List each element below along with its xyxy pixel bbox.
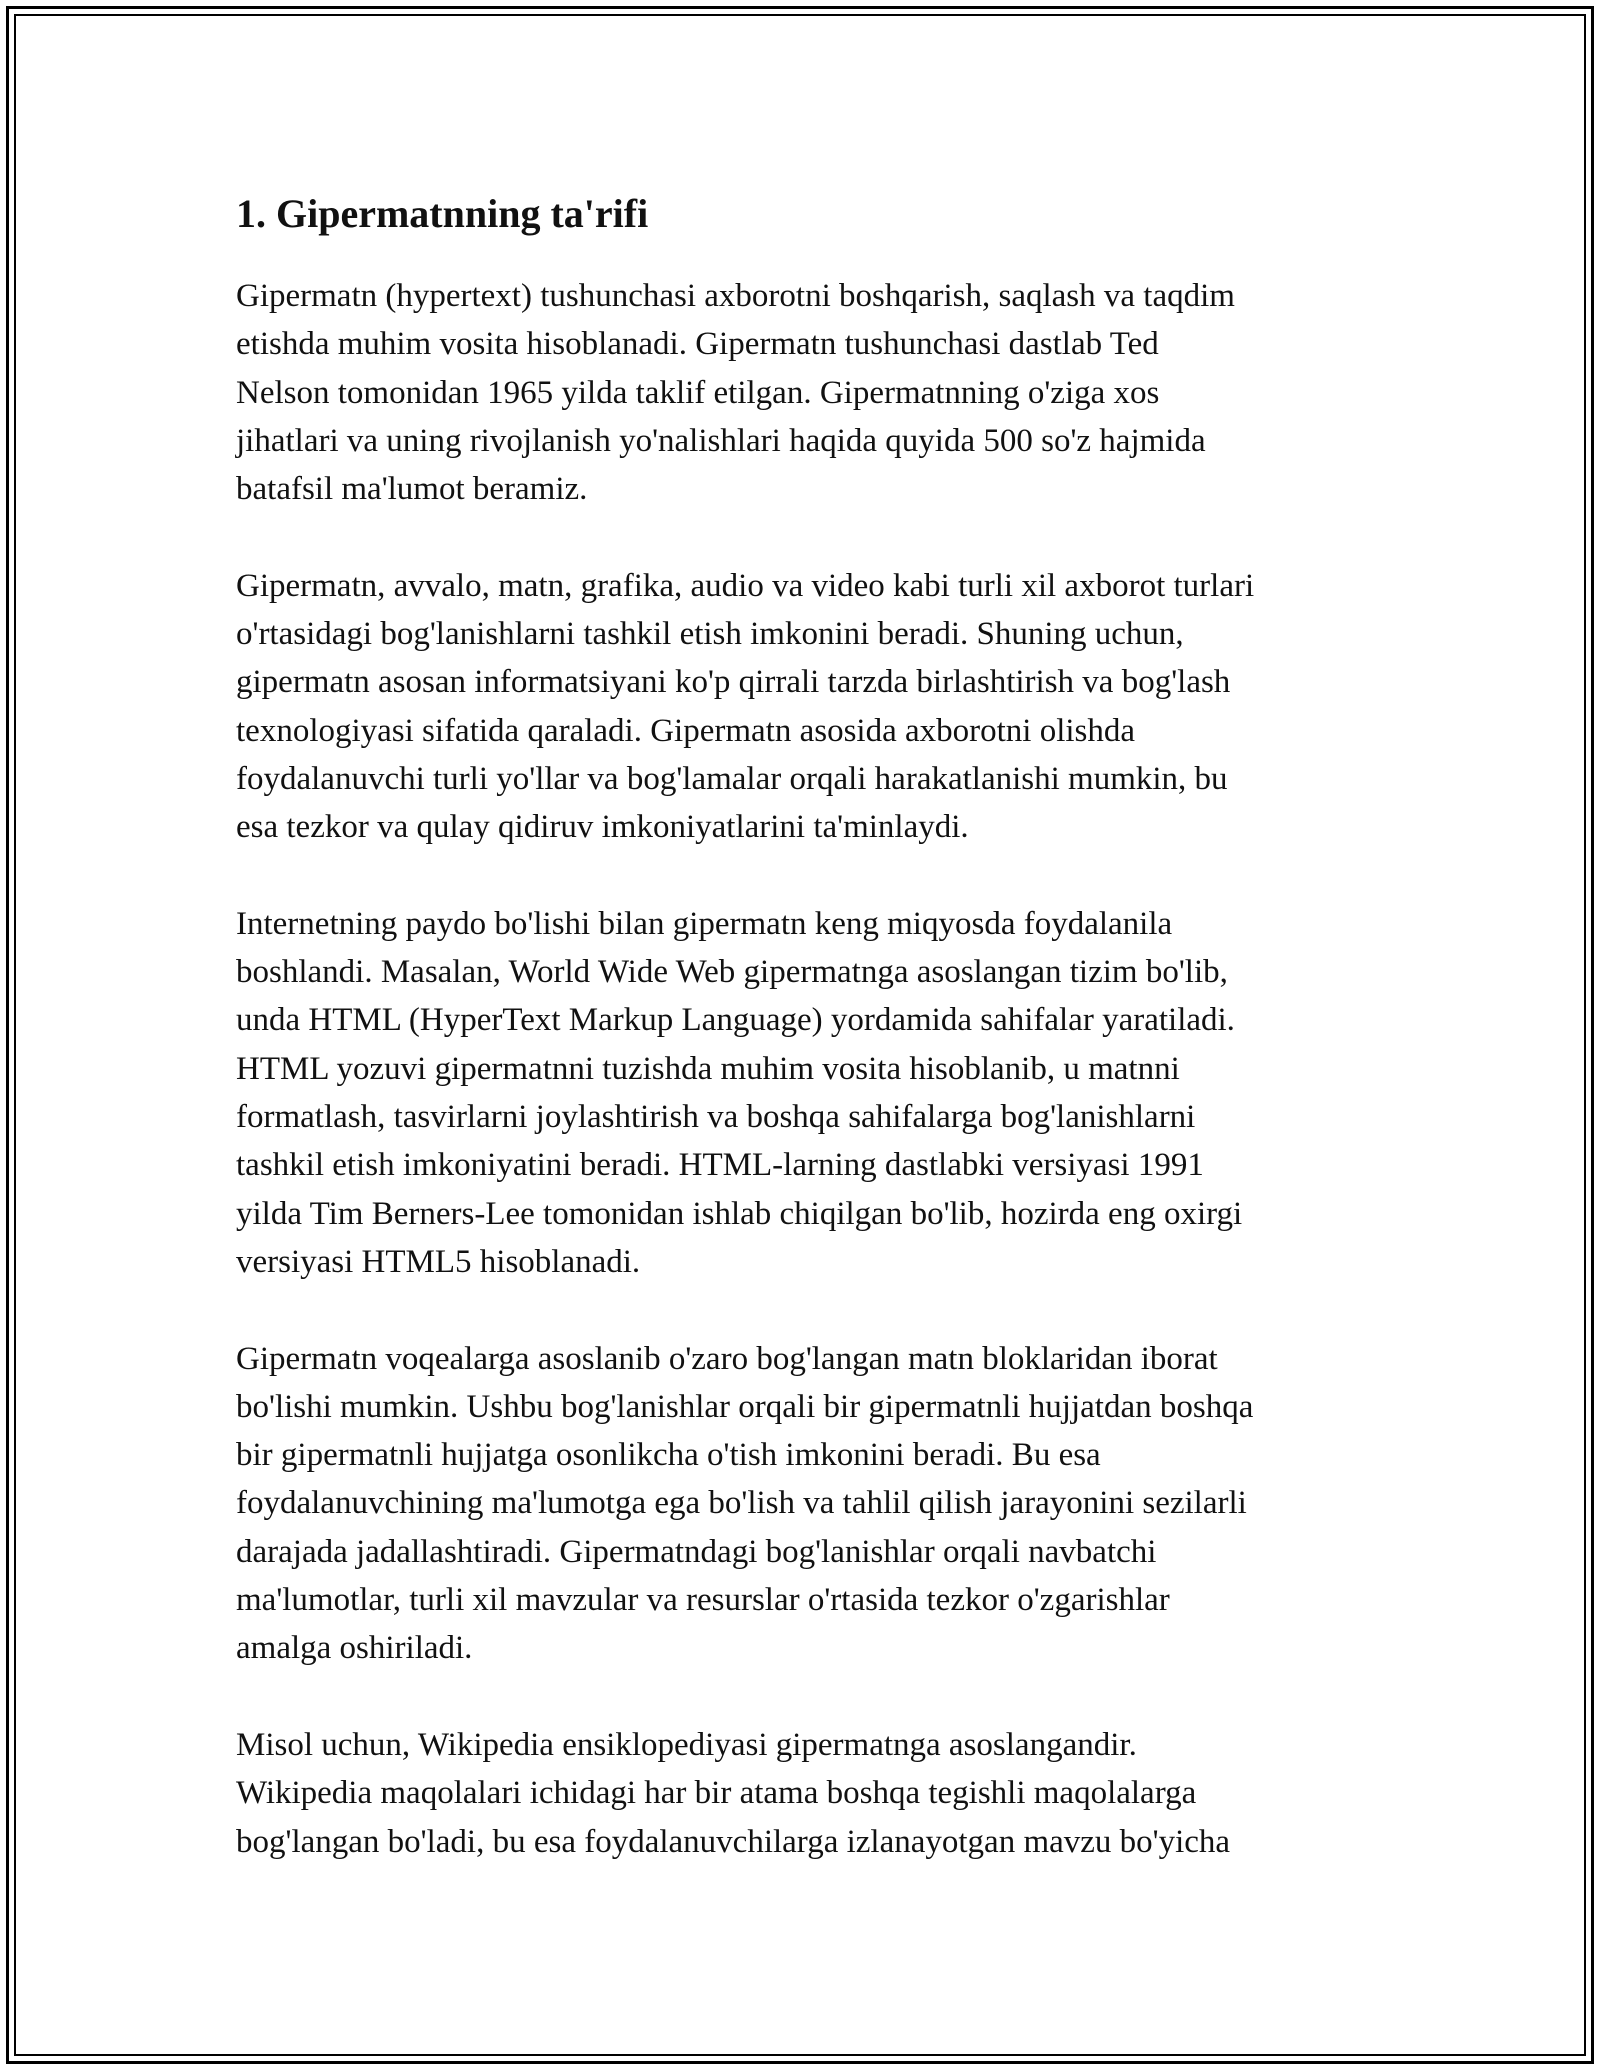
- text-line: Gipermatn, avvalo, matn, grafika, audio va video kabi turli xil axborot turlari: [236, 567, 1255, 604]
- text-line: Wikipedia maqolalari ichidagi har bir atama boshqa tegishli maqolalarga: [236, 1775, 1197, 1812]
- text-line: batafsil ma'lumot beramiz.: [236, 471, 588, 508]
- text-line: bir gipermatnli hujjatga osonlikcha o'tish imkonini beradi. Bu esa: [236, 1437, 1101, 1474]
- text-line: formatlash, tasvirlarni joylashtirish va boshqa sahifalarga bog'lanishlarni: [236, 1099, 1196, 1136]
- text-line: jihatlari va uning rivojlanish yo'nalishlari haqida quyida 500 so'z hajmida: [236, 422, 1206, 459]
- text-line: Misol uchun, Wikipedia ensiklopediyasi gipermatnga asoslangandir.: [236, 1726, 1137, 1763]
- text-line: Gipermatn (hypertext) tushunchasi axborotni boshqarish, saqlash va taqdim: [236, 278, 1235, 314]
- paragraph-5: [236, 1721, 1376, 1866]
- text-line: texnologiyasi sifatida qaraladi. Gipermatn asosida axborotni olishda: [236, 712, 1136, 749]
- text-line: gipermatn asosan informatsiyani ko'p qirrali tarzda birlashtirish va bog'lash: [236, 664, 1231, 701]
- text-line: bog'langan bo'ladi, bu esa foydalanuvchilarga izlanayotgan mavzu bo'yicha: [236, 1823, 1231, 1860]
- paragraph-4: [236, 1335, 1376, 1673]
- text-line: versiyasi HTML5 hisoblanadi.: [236, 1243, 641, 1280]
- text-line: foydalanuvchining ma'lumotga ega bo'lish va tahlil qilish jarayonini sezilarli: [236, 1485, 1247, 1522]
- text-line: o'rtasidagi bog'lanishlarni tashkil etish imkonini beradi. Shuning uchun,: [236, 616, 1184, 653]
- text-line: foydalanuvchi turli yo'llar va bog'lamalar orqali harakatlanishi mumkin, bu: [236, 760, 1228, 797]
- paragraph-2: [236, 562, 1376, 852]
- paragraph-3: [236, 900, 1376, 1286]
- text-line: HTML yozuvi gipermatnni tuzishda muhim vosita hisoblanib, u matnni: [236, 1050, 1180, 1087]
- text-line: darajada jadallashtiradi. Gipermatndagi bog'lanishlar orqali navbatchi: [236, 1533, 1157, 1570]
- document-body: [236, 182, 1376, 1914]
- text-line: tashkil etish imkoniyatini beradi. HTML-larning dastlabki versiyasi 1991: [236, 1147, 1204, 1184]
- text-line: Internetning paydo bo'lishi bilan gipermatn keng miqyosda foydalanila: [236, 905, 1173, 942]
- text-line: Nelson tomonidan 1965 yilda taklif etilgan. Gipermatnning o'ziga xos: [236, 374, 1160, 411]
- text-line: etishda muhim vosita hisoblanadi. Gipermatn tushunchasi dastlab Ted: [236, 326, 1159, 363]
- paragraph-1: [236, 272, 1376, 513]
- text-line: unda HTML (HyperText Markup Language) yordamida sahifalar yaratiladi.: [236, 1002, 1235, 1039]
- text-line: boshlandi. Masalan, World Wide Web gipermatnga asoslangan tizim bo'lib,: [236, 954, 1228, 991]
- text-line: Gipermatn voqealarga asoslanib o'zaro bog'langan matn bloklaridan iborat: [236, 1340, 1218, 1377]
- text-line: ma'lumotlar, turli xil mavzular va resurslar o'rtasida tezkor o'zgarishlar: [236, 1582, 1170, 1619]
- text-line: amalga oshiriladi.: [236, 1630, 473, 1667]
- text-line: esa tezkor va qulay qidiruv imkoniyatlarini ta'minlaydi.: [236, 809, 969, 846]
- text-line: bo'lishi mumkin. Ushbu bog'lanishlar orqali bir gipermatnli hujjatdan boshqa: [236, 1388, 1254, 1425]
- text-line: yilda Tim Berners-Lee tomonidan ishlab chiqilgan bo'lib, hozirda eng oxirgi: [236, 1195, 1243, 1232]
- section-heading: 1. Gipermatnning ta'rifi: [236, 191, 649, 236]
